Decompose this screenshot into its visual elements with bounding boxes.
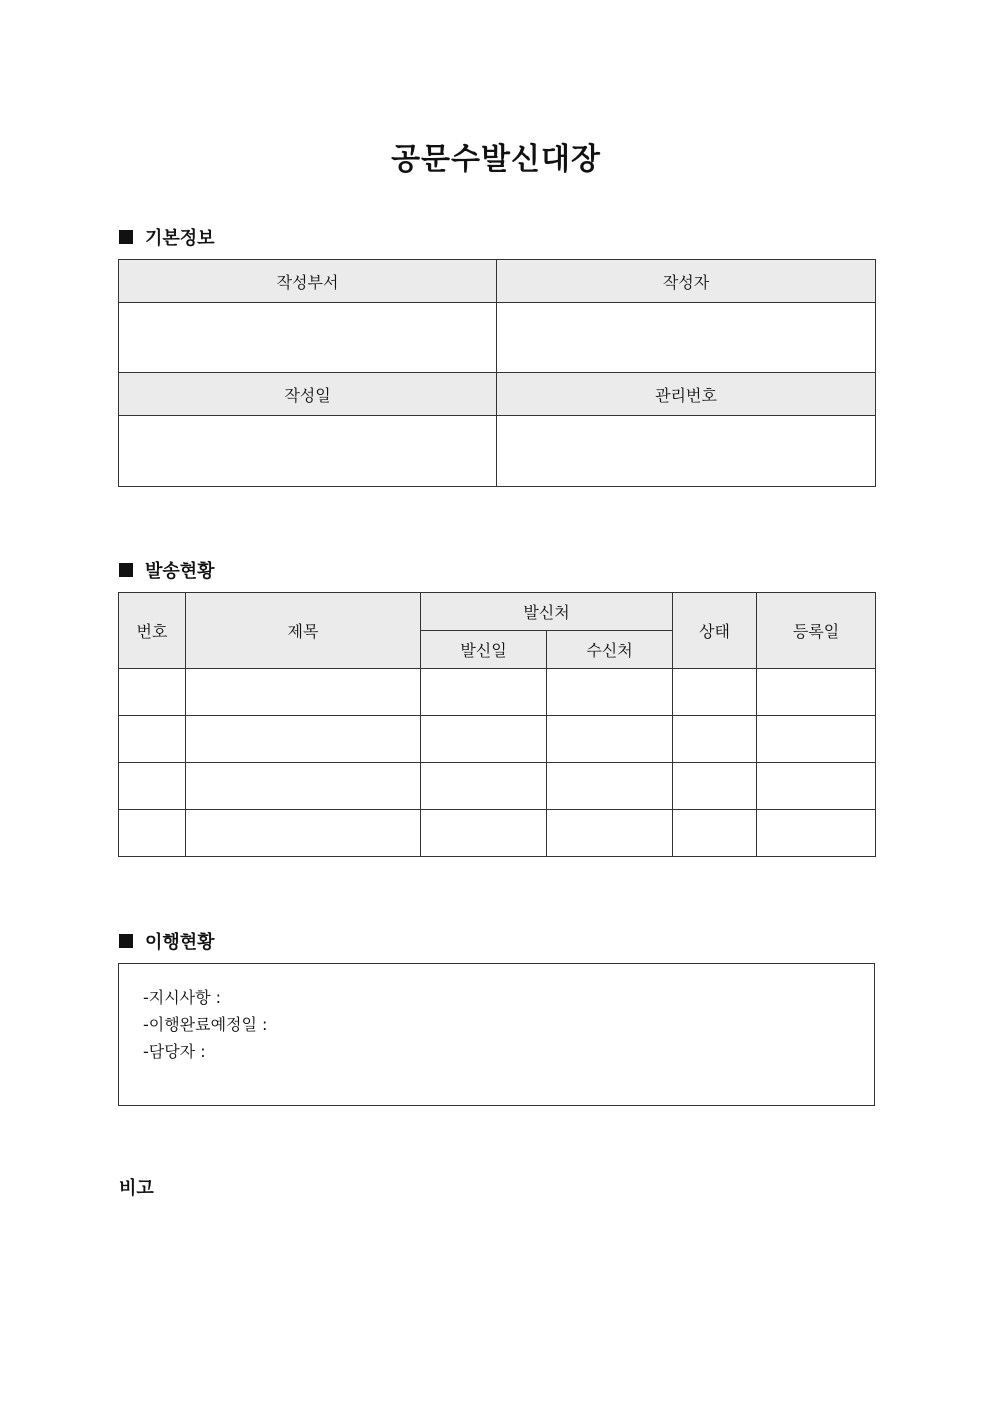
section-basic-label: 기본정보 [145, 228, 215, 249]
cell-no[interactable] [119, 810, 186, 857]
cell-recipient[interactable] [547, 810, 673, 857]
section-send-heading [119, 557, 215, 583]
cell-status[interactable] [673, 810, 757, 857]
dept-label: 작성부서 [119, 260, 497, 303]
cell-recipient[interactable] [547, 716, 673, 763]
cell-send-date[interactable] [421, 669, 547, 716]
basic-info-table [118, 259, 876, 487]
header-recipient: 수신처 [547, 631, 673, 669]
table-row [119, 716, 876, 763]
remark-heading: 비고 [119, 1178, 154, 1199]
table-row [119, 669, 876, 716]
header-status: 상태 [673, 593, 757, 669]
section-send-label: 발송현황 [145, 561, 215, 582]
mgmt-no-label: 관리번호 [497, 373, 876, 416]
cell-reg-date[interactable] [757, 810, 876, 857]
cell-reg-date[interactable] [757, 763, 876, 810]
cell-status[interactable] [673, 763, 757, 810]
cell-subject[interactable] [186, 763, 421, 810]
square-bullet-icon [119, 230, 133, 244]
cell-status[interactable] [673, 669, 757, 716]
cell-recipient[interactable] [547, 669, 673, 716]
header-sender-group: 발신처 [421, 593, 673, 631]
cell-send-date[interactable] [421, 716, 547, 763]
progress-instruction-line: -지시사항 : [143, 988, 222, 1007]
cell-subject[interactable] [186, 669, 421, 716]
cell-no[interactable] [119, 763, 186, 810]
cell-no[interactable] [119, 716, 186, 763]
cell-no[interactable] [119, 669, 186, 716]
cell-reg-date[interactable] [757, 716, 876, 763]
mgmt-no-value[interactable] [497, 416, 876, 487]
section-progress-label: 이행현황 [145, 932, 215, 953]
cell-subject[interactable] [186, 716, 421, 763]
dept-value[interactable] [119, 303, 497, 373]
cell-send-date[interactable] [421, 810, 547, 857]
header-no: 번호 [119, 593, 186, 669]
cell-send-date[interactable] [421, 763, 547, 810]
cell-subject[interactable] [186, 810, 421, 857]
square-bullet-icon [119, 563, 133, 577]
send-status-table [118, 592, 876, 857]
header-subject: 제목 [186, 593, 421, 669]
cell-recipient[interactable] [547, 763, 673, 810]
author-value[interactable] [497, 303, 876, 373]
date-label: 작성일 [119, 373, 497, 416]
table-row [119, 810, 876, 857]
header-send-date: 발신일 [421, 631, 547, 669]
section-progress-heading [119, 928, 215, 954]
header-reg-date: 등록일 [757, 593, 876, 669]
table-row [119, 763, 876, 810]
progress-manager-line: -담당자 : [143, 1042, 206, 1061]
square-bullet-icon [119, 934, 133, 948]
author-label: 작성자 [497, 260, 876, 303]
cell-status[interactable] [673, 716, 757, 763]
progress-box[interactable] [118, 963, 875, 1106]
cell-reg-date[interactable] [757, 669, 876, 716]
progress-due-date-line: -이행완료예정일 : [143, 1015, 268, 1034]
page-title: 공문수발신대장 [391, 142, 601, 177]
section-basic-heading [119, 224, 215, 250]
date-value[interactable] [119, 416, 497, 487]
